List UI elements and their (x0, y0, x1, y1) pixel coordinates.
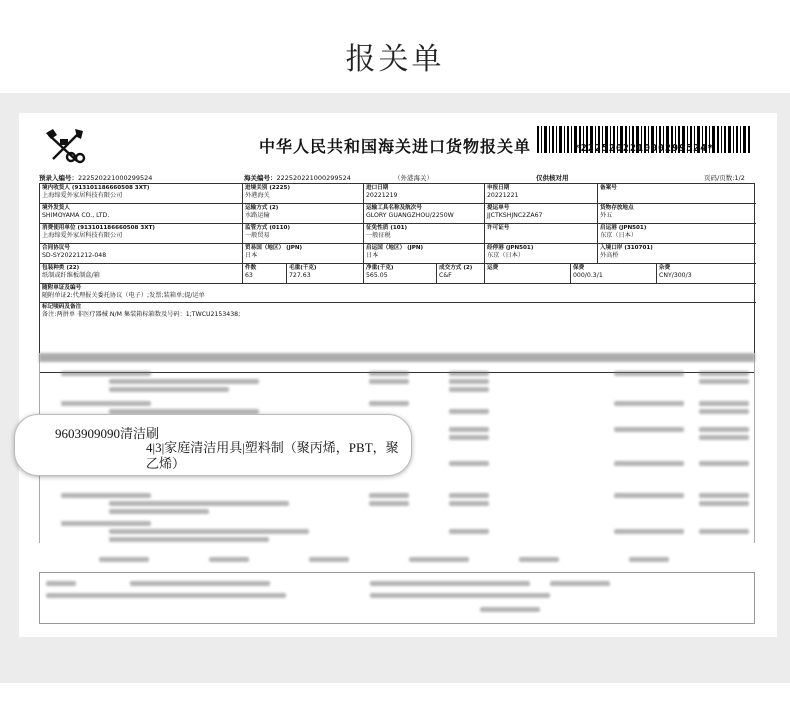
page-count: 页码/页数:1/2 (704, 174, 745, 182)
import-date-cell: 进口日期 20221219 (364, 184, 485, 203)
transport-name-cell: 运输工具名称及航次号 GLORY GUANGZHOU/2250W (364, 204, 485, 223)
customs-number: 222520221000299524 (276, 174, 351, 182)
misc-fee-cell: 杂费 CNY/300/3 (659, 265, 692, 279)
form-row-4 (40, 244, 756, 264)
form-row-6 (40, 284, 756, 303)
marks-cell: 标记唛码及备注 备注:两拼单 非医疗器械 N/M 集装箱标箱数及号码：1;TWCU2153438; (42, 304, 241, 318)
preentry-label: 预录入编号： (39, 174, 78, 182)
transport-mode-cell: 运输方式 (2) 水路运输 (243, 204, 364, 223)
package-type-cell: 包装种类 (22) 纸制或纤维板制盒/箱 (40, 264, 243, 283)
customs-name: （外港海关） (394, 174, 433, 182)
pieces-cell: 件数 63 (243, 264, 287, 283)
storage-place-cell: 货物存放地点 外五 (600, 205, 634, 219)
bill-no-cell: 提运单号 JJCTKSHJNC2ZA67 (485, 204, 598, 223)
declaration-footer-blurred (39, 572, 755, 624)
form-row-5 (40, 264, 756, 284)
consignee-cell: 境内收货人 (913101186660508 3XT) 上海缔爱外家居科技有限公司 (40, 184, 243, 203)
transaction-mode-cell: 成交方式 (2) C&F (437, 264, 485, 283)
customs-number-label: 海关编号： (244, 174, 277, 182)
record-no-cell: 备案号 (600, 185, 617, 191)
transit-port-cell: 经停港 (JPN501) 东京（日本） (485, 244, 598, 263)
hs-code: 9603909090 (55, 426, 120, 441)
trade-country-cell: 贸易国（地区） (JPN) 日本 (243, 244, 364, 263)
entry-place-cell: 入境口岸 (310701) 外高桥 (600, 245, 653, 259)
declaration-form (39, 183, 755, 373)
verification-note: 仅供核对用 (536, 174, 569, 182)
declare-date-cell: 申报日期 20221221 (485, 184, 598, 203)
license-no-cell: 许可证号 (485, 224, 598, 243)
supervision-cell: 监管方式 (0110) 一般贸易 (243, 224, 364, 243)
highlighted-item-callout (14, 414, 412, 476)
form-row-1 (40, 184, 756, 204)
item-name: 清洁刷 (120, 426, 160, 441)
entry-port-cell: 进境关别 (2225) 外港海关 (243, 184, 364, 203)
barcode-number: *222520221000299524* (573, 143, 715, 154)
attached-docs-cell: 随附单证及编号 随附单证2:代理报关委托协议（电子）;发票;装箱单;提/运单 (42, 285, 205, 299)
form-row-7 (40, 303, 756, 343)
user-unit-cell: 消费使用单位 (913101186660508 3XT) 上海缔爱外家居科技有限公司 (40, 224, 243, 243)
levy-nature-cell: 征免性质 (101) 一般征税 (364, 224, 485, 243)
consignor-cell: 境外发货人 SHIMOYAMA CO., LTD. (40, 204, 243, 223)
insurance-cell: 保费 000/0.3/1 (571, 264, 657, 283)
net-weight-cell: 净重(千克) 565.05 (364, 264, 437, 283)
item-description: 4|3|家庭清洁用具|塑料制（聚丙烯，PBT，聚乙烯） (146, 440, 399, 471)
document-meta-row (39, 173, 759, 183)
freight-cell: 运费 (485, 264, 571, 283)
page-title: 报关单 (345, 42, 445, 77)
document-heading: 中华人民共和国海关进口货物报关单 (259, 137, 532, 156)
customs-emblem-icon (43, 127, 87, 167)
customs-declaration-document (19, 113, 777, 637)
origin-country-cell: 启运国（地区） (JPN) 日本 (364, 244, 485, 263)
preentry-number: 222520221000299524 (78, 174, 153, 182)
departure-port-cell: 启运港 (JPN501) 东京（日本） (600, 225, 647, 239)
form-row-2 (40, 204, 756, 224)
gross-weight-cell: 毛重(千克) 727.63 (287, 264, 364, 283)
contract-no-cell: 合同协议号 SD-SY20221212-048 (40, 244, 243, 263)
form-row-3 (40, 224, 756, 244)
